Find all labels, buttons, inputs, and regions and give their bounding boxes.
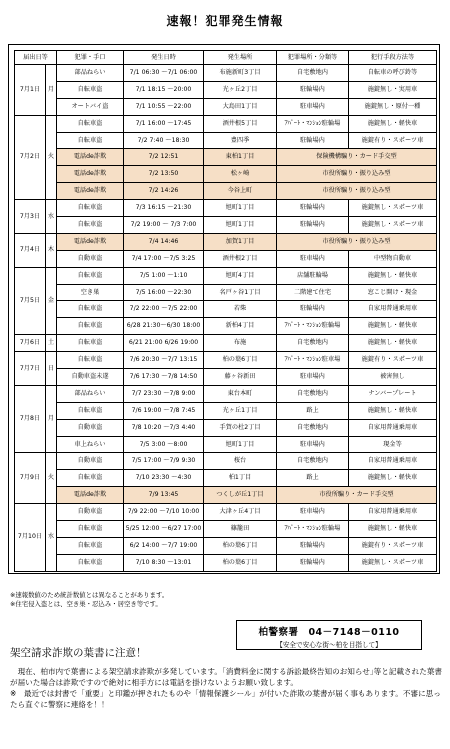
day-of-week: 木 [46, 233, 57, 267]
table-row [15, 267, 437, 284]
table-row [15, 233, 437, 250]
warning-paragraph: 現在、柏市内で葉書による架空請求詐欺が多発しています。｢消費料金に関する訴訟最終告知のお知らせ｣等と記載された葉書が届いた場合は詐欺ですので絶対に相手方には電話を掛けないようお願い致します。 [10, 667, 443, 687]
location-category: 駐車場内 [277, 504, 349, 521]
occurred-place: 篠籠田 [204, 521, 277, 538]
occurred-place: 手賀の杜2丁目 [204, 419, 277, 436]
method-detail: 施錠無し・実用車 [349, 81, 437, 98]
method-detail: 施錠無し・軽快車 [349, 402, 437, 419]
method-detail: 施錠無し・軽快車 [349, 521, 437, 538]
method-detail: 施錠無し・原付一種 [349, 98, 437, 115]
crime-type: 自動車盗 [57, 504, 124, 521]
method-detail: 市役所騙り・振り込み型 [277, 166, 437, 183]
day-of-week: 月 [46, 65, 57, 116]
crime-type: 自転車盗 [57, 132, 124, 149]
crime-type: 自転車盗 [57, 267, 124, 284]
crime-type: 自転車盗 [57, 402, 124, 419]
table-row [15, 385, 437, 402]
occurred-time: 7/1 16:00 ～17:45 [124, 115, 204, 132]
crime-type: 自転車盗 [57, 537, 124, 554]
location-category: 駐輪場内 [277, 217, 349, 234]
table-row [15, 436, 437, 453]
table-row [15, 554, 437, 571]
page-title: 速報！犯罪発生情報 [166, 14, 284, 28]
occurred-place: 柏の葉6丁目 [204, 554, 277, 571]
occurred-time: 7/7 23:30 ～7/8 9:00 [124, 385, 204, 402]
occurred-time: 7/10 8:30 ～13:01 [124, 554, 204, 571]
method-detail: 保険機構騙り・カード手交型 [277, 149, 437, 166]
occurred-place: 柏の葉6丁目 [204, 352, 277, 369]
crime-type: 自動車盗 [57, 419, 124, 436]
method-detail: 施錠無し・軽快車 [349, 335, 437, 352]
report-date: 7月1日 [15, 65, 46, 116]
method-detail: 施錠無し・軽快車 [349, 470, 437, 487]
method-detail: 施錠無し・軽快車 [349, 115, 437, 132]
table-row [15, 200, 437, 217]
table-row [15, 487, 437, 504]
occurred-time: 7/8 10:20 ～7/3 4:40 [124, 419, 204, 436]
occurred-time: 7/6 17:30 ～7/8 14:50 [124, 369, 204, 386]
table-row [15, 183, 437, 200]
occurred-time: 7/1 10:55 ～22:00 [124, 98, 204, 115]
occurred-time: 7/5 3:00 ～8:00 [124, 436, 204, 453]
location-category: 自宅敷地内 [277, 419, 349, 436]
occurred-place: 旭町1丁目 [204, 200, 277, 217]
crime-type: 部品ねらい [57, 385, 124, 402]
method-detail: 施錠有り・スポーツ車 [349, 132, 437, 149]
occurred-place: 光ヶ丘1丁目 [204, 402, 277, 419]
location-category: ｱﾊﾟｰﾄ・ﾏﾝｼｮﾝ駐車場 [277, 352, 349, 369]
location-category: ｱﾊﾟｰﾄ・ﾏﾝｼｮﾝ駐輪場 [277, 115, 349, 132]
table-row [15, 115, 437, 132]
crime-type: オートバイ盗 [57, 98, 124, 115]
occurred-time: 7/10 23:30 ～4:30 [124, 470, 204, 487]
police-slogan: 【安全で安心な街～柏を目指して】 [276, 641, 382, 649]
day-of-week: 水 [46, 200, 57, 234]
occurred-time: 7/1 06:30 ～7/1 06:00 [124, 65, 204, 82]
location-category: 駐輪場内 [277, 301, 349, 318]
method-detail: 施錠有り・スポーツ車 [349, 352, 437, 369]
table-row [15, 284, 437, 301]
crime-type: 自転車盗 [57, 352, 124, 369]
location-category: 駐車場内 [277, 98, 349, 115]
crime-table [14, 50, 437, 572]
method-detail: 自家用普通乗用車 [349, 453, 437, 470]
header-cell: 発生日時 [124, 51, 204, 65]
warning-body [10, 666, 442, 710]
occurred-time: 7/2 19:00 ～ 7/3 7:00 [124, 217, 204, 234]
occurred-place: 酒井根5丁目 [204, 115, 277, 132]
occurred-place: 桜台 [204, 453, 277, 470]
day-of-week: 金 [46, 267, 57, 335]
crime-type: 電話de詐欺 [57, 487, 124, 504]
occurred-place: 柏の葉6丁目 [204, 537, 277, 554]
notes [10, 591, 168, 609]
location-category: 自宅敷地内 [277, 335, 349, 352]
table-row [15, 352, 437, 369]
occurred-place: 光ヶ丘2丁目 [204, 81, 277, 98]
occurred-time: 7/9 22:00 ～7/10 10:00 [124, 504, 204, 521]
occurred-time: 7/4 17:00 ～7/5 3:25 [124, 250, 204, 267]
method-detail: 窓こじ開け・現金 [349, 284, 437, 301]
table-row [15, 537, 437, 554]
occurred-time: 7/2 22:00 ～7/5 22:00 [124, 301, 204, 318]
occurred-place: 東柏1丁目 [204, 149, 277, 166]
report-date: 7月3日 [15, 200, 46, 234]
occurred-place: 布施 [204, 335, 277, 352]
day-of-week: 月 [46, 385, 57, 453]
header-cell: 犯行手段方法等 [349, 51, 437, 65]
table-row [15, 166, 437, 183]
occurred-time: 7/2 14:26 [124, 183, 204, 200]
crime-type: 自動車盗 [57, 453, 124, 470]
method-detail: 施錠無し・スポーツ車 [349, 200, 437, 217]
location-category: 駐輪場内 [277, 81, 349, 98]
police-contact-box [236, 620, 422, 650]
occurred-time: 7/9 13:45 [124, 487, 204, 504]
crime-type: 自転車盗 [57, 554, 124, 571]
report-date: 7月5日 [15, 267, 46, 335]
report-date: 7月8日 [15, 385, 46, 453]
method-detail: 自家用普通乗用車 [349, 504, 437, 521]
police-name: 柏警察署 04－7148－0110 [258, 627, 400, 638]
occurred-place: 名戸ヶ谷1丁目 [204, 284, 277, 301]
occurred-time: 7/6 19:00 ～7/8 7:45 [124, 402, 204, 419]
occurred-time: 6/21 21:00 6/26 19:00 [124, 335, 204, 352]
occurred-time: 5/25 12:00 ～6/27 17:00 [124, 521, 204, 538]
table-header [15, 51, 437, 65]
occurred-time: 7/2 7:40 ～18:30 [124, 132, 204, 149]
occurred-place: 豊四季 [204, 132, 277, 149]
method-detail: 施錠無し・スポーツ車 [349, 217, 437, 234]
table-row [15, 521, 437, 538]
location-category: ｱﾊﾟｰﾄ・ﾏﾝｼｮﾝ駐輪場 [277, 318, 349, 335]
method-detail: 自転車の呼び鈴等 [349, 65, 437, 82]
crime-type: 自動車盗 [57, 250, 124, 267]
occurred-place: 大津ヶ丘4丁目 [204, 504, 277, 521]
table-row [15, 98, 437, 115]
occurred-time: 7/3 16:15 ～21:30 [124, 200, 204, 217]
occurred-time: 7/1 18:15 ～20:00 [124, 81, 204, 98]
header-cell: 犯罪場所・分類等 [277, 51, 349, 65]
method-detail: 施錠有り・スポーツ車 [349, 537, 437, 554]
table-row [15, 470, 437, 487]
table-row [15, 453, 437, 470]
occurred-place: 旭町4丁目 [204, 267, 277, 284]
location-category: 駐車場内 [277, 436, 349, 453]
table-row [15, 318, 437, 335]
report-date: 7月9日 [15, 453, 46, 504]
table-row [15, 369, 437, 386]
occurred-place: 東台本町 [204, 385, 277, 402]
crime-type: 車上ねらい [57, 436, 124, 453]
crime-type: 自転車盗 [57, 521, 124, 538]
warning-paragraph: ※ 最近では封書で「重要」と印鑑が押されたものや「情報保護シール」が付いた詐欺の葉書が届く事もあります。不審に思ったら直ぐに警察に連絡を！！ [10, 689, 441, 709]
occurred-place: つくしが丘1丁目 [204, 487, 277, 504]
crime-type: 自転車盗 [57, 217, 124, 234]
location-category: 自宅敷地内 [277, 385, 349, 402]
location-category: 自宅敷地内 [277, 65, 349, 82]
report-date: 7月10日 [15, 504, 46, 572]
occurred-time: 7/5 1:00 ～1:10 [124, 267, 204, 284]
crime-type: 空き巣 [57, 284, 124, 301]
occurred-place: 柏1丁目 [204, 470, 277, 487]
method-detail: 自家用普通乗用車 [349, 301, 437, 318]
occurred-place: 松ヶ崎 [204, 166, 277, 183]
crime-type: 自転車盗 [57, 200, 124, 217]
occurred-time: 7/5 16:00 ～22:30 [124, 284, 204, 301]
table-row [15, 335, 437, 352]
crime-type: 自転車盗 [57, 318, 124, 335]
method-detail: 施錠無し・スポーツ車 [349, 554, 437, 571]
location-category: 店舗駐輪場 [277, 267, 349, 284]
crime-type: 自転車盗 [57, 301, 124, 318]
location-category: 駐輪場内 [277, 132, 349, 149]
method-detail: ナンバープレート [349, 385, 437, 402]
location-category: 駐輪場内 [277, 537, 349, 554]
occurred-time: 6/28 21:30～6/30 18:00 [124, 318, 204, 335]
day-of-week: 火 [46, 115, 57, 199]
day-of-week: 日 [46, 352, 57, 386]
occurred-time: 7/2 13:50 [124, 166, 204, 183]
table-row [15, 132, 437, 149]
day-of-week: 土 [46, 335, 57, 352]
crime-type: 電話de詐欺 [57, 149, 124, 166]
occurred-time: 7/4 14:46 [124, 233, 204, 250]
report-date: 7月4日 [15, 233, 46, 267]
occurred-place: 若柴 [204, 301, 277, 318]
method-detail: 被害無し [349, 369, 437, 386]
method-detail: 施錠無し・軽快車 [349, 318, 437, 335]
report-date: 7月7日 [15, 352, 46, 386]
occurred-place: 藤ヶ谷新田 [204, 369, 277, 386]
note: ※速報数値のため統計数値とは異なることがあります。 [10, 591, 169, 599]
table-row [15, 81, 437, 98]
method-detail: 市役所騙り・振り込み型 [277, 183, 437, 200]
method-detail: 中型物自動車 [349, 250, 437, 267]
location-category: 路上 [277, 402, 349, 419]
crime-type: 自転車盗 [57, 115, 124, 132]
table-row [15, 504, 437, 521]
location-category: 駐輪場内 [277, 554, 349, 571]
table-row [15, 250, 437, 267]
occurred-place: 今谷上町 [204, 183, 277, 200]
location-category: 二階建て住宅 [277, 284, 349, 301]
header-cell: 発生場所 [204, 51, 277, 65]
occurred-place: 旭町1丁目 [204, 436, 277, 453]
header-cell: 届出日等 [15, 51, 57, 65]
occurred-place: 加賀1丁目 [204, 233, 277, 250]
crime-type: 自転車盗 [57, 81, 124, 98]
day-of-week: 火 [46, 453, 57, 504]
warning-title: 架空請求詐欺の葉書に注意！ [10, 647, 147, 659]
table-row [15, 301, 437, 318]
crime-type: 電話de詐欺 [57, 233, 124, 250]
occurred-place: 新柏4丁目 [204, 318, 277, 335]
table-row [15, 217, 437, 234]
method-detail: 自家用普通乗用車 [349, 419, 437, 436]
crime-type: 電話de詐欺 [57, 166, 124, 183]
table-row [15, 419, 437, 436]
note: ※住宅侵入盗とは、空き巣・忍込み・居空き等です。 [10, 600, 162, 608]
crime-type: 電話de詐欺 [57, 183, 124, 200]
location-category: ｱﾊﾟｰﾄ・ﾏﾝｼｮﾝ駐輪場 [277, 521, 349, 538]
method-detail: 市役所騙り・振り込み型 [277, 233, 437, 250]
location-category: 自宅敷地内 [277, 453, 349, 470]
table-row [15, 402, 437, 419]
day-of-week: 水 [46, 504, 57, 572]
occurred-place: 旭町1丁目 [204, 217, 277, 234]
report-date: 7月6日 [15, 335, 46, 352]
method-detail: 施錠無し・軽快車 [349, 267, 437, 284]
occurred-time: 7/6 20:30 ～7/7 13:15 [124, 352, 204, 369]
occurred-time: 7/2 12:51 [124, 149, 204, 166]
location-category: 駐輪場内 [277, 200, 349, 217]
method-detail: 市役所騙り・カード手交型 [277, 487, 437, 504]
location-category: 路上 [277, 470, 349, 487]
occurred-place: 大島田1丁目 [204, 98, 277, 115]
crime-type: 自動車盗未遂 [57, 369, 124, 386]
report-date: 7月2日 [15, 115, 46, 199]
crime-type: 自転車盗 [57, 470, 124, 487]
table-row [15, 149, 437, 166]
occurred-time: 7/5 17:00 ～7/9 9:30 [124, 453, 204, 470]
crime-type: 自転車盗 [57, 335, 124, 352]
occurred-place: 布施新町3丁目 [204, 65, 277, 82]
header-cell: 犯罪・手口 [57, 51, 124, 65]
location-category: 駐車場内 [277, 369, 349, 386]
crime-type: 部品ねらい [57, 65, 124, 82]
location-category: 駐車場内 [277, 250, 349, 267]
occurred-time: 6/2 14:00 ～7/7 19:00 [124, 537, 204, 554]
table-row [15, 65, 437, 82]
occurred-place: 酒井根2丁目 [204, 250, 277, 267]
method-detail: 現金等 [349, 436, 437, 453]
